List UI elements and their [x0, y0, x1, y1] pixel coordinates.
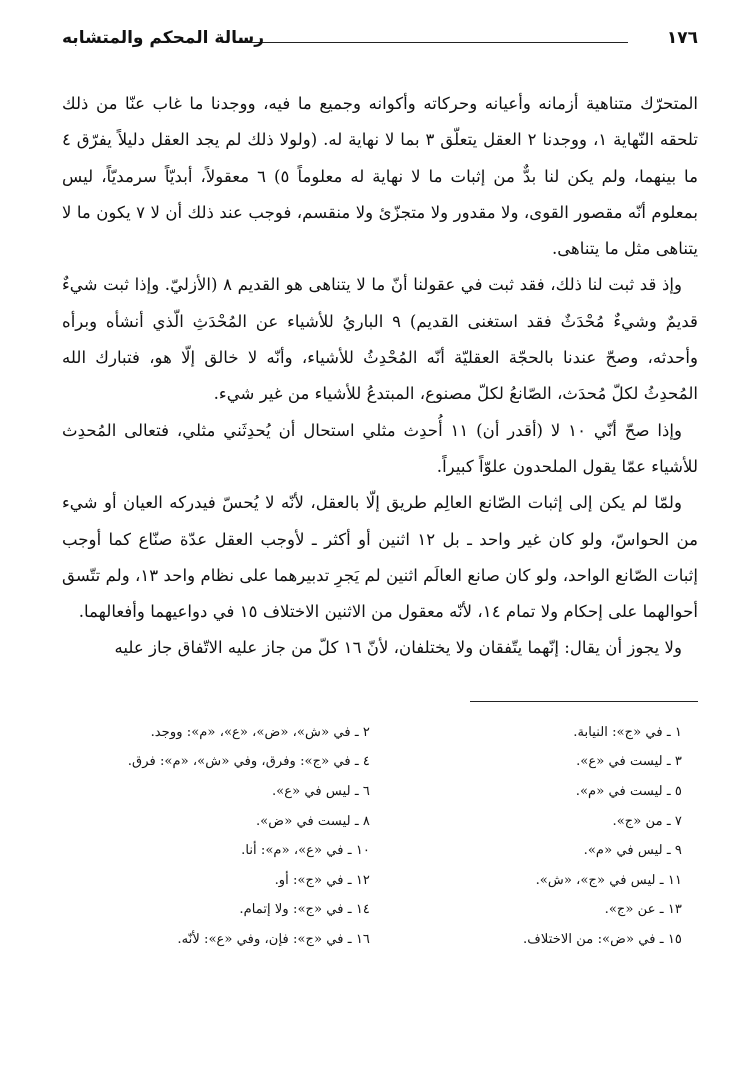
footnote: ٥ ـ ليست في «م».	[575, 783, 682, 799]
footnote: ٧ ـ من «ج».	[612, 813, 682, 829]
footnote: ٦ ـ ليس في «ع».	[271, 783, 370, 799]
footnote: ٢ ـ في «ش»، «ض»، «ع»، «م»: ووجد.	[150, 724, 370, 740]
footnote: ١٠ ـ في «ع»، «م»: أنا.	[241, 843, 370, 859]
footnote: ١١ ـ ليس في «ج»، «ش».	[535, 872, 682, 888]
running-header	[62, 22, 698, 58]
footnote: ١٦ ـ في «ج»: فإن، وفي «ع»: لأنّه.	[177, 931, 370, 947]
footnote: ٤ ـ في «ج»: وفرق، وفي «ش»، «م»: فرق.	[127, 754, 370, 770]
book-page	[62, 22, 698, 1062]
header-rule	[240, 42, 628, 43]
footnote: ١٢ ـ في «ج»: أو.	[274, 872, 370, 888]
footnote: ٣ ـ ليست في «ع».	[576, 754, 682, 770]
paragraph: وإذا صحّ أنّي ١٠ لا (أقدر أن) ١١ أُحدِث مثلي استحال أن يُحدِثَني مثلي، فتعالى المُحدِث للأشياء عمّا يقول الملحدون علوّاً كبيراً.	[62, 420, 698, 476]
paragraph: المتحرّك متناهية أزمانه وأعيانه وحركاته وأكوانه وجميع ما فيه، ووجدنا ما غاب عنّا من ذلك تلحقه النّهاية ١، ووجدنا ٢ العقل يتعلّق ٣ بما لا نهاية له. (ولولا ذلك لم يجد العقل دليلاً يفرّق ٤ ما بينهما، ولم يكن لنا بدٌّ من إثبات ما لا نهاية له معلوماً ٥) ٦ معقولاً، أبديّاً سرمديّاً، ليس بمعلوم أنّه مقصور القوى، ولا مقدور ولا متجزّئ ولا منقسم، فوجب عند ذلك أن لا ٧ يكون ما لا يتناهى مثل ما يتناهى.	[62, 94, 698, 259]
paragraph: ولمّا لم يكن إلى إثبات الصّانع العالِم طريق إلّا بالعقل، لأنّه لا يُحسّ فيدركه العيان أو شيء من الحواسّ، ولو كان غير واحد ـ بل ١٢ اثنين أو أكثر ـ لأوجب العقل عدّة صنّاع كما أوجب إثبات الصّانع الواحد، ولو كان صانع العالَم اثنين لم يَجرِ تدبيرهما على نظام واحد ١٣، ولم تتّسق أحوالهما على إحكام ولا تمام ١٤، لأنّه معقول من الاثنين الاختلاف ١٥ في دواعيهما وأفعالهما.	[62, 493, 698, 622]
footnote: ١٣ ـ عن «ج».	[604, 902, 682, 918]
footnote: ٨ ـ ليست في «ض».	[255, 813, 370, 829]
footnote: ٩ ـ ليس في «م».	[583, 843, 682, 859]
paragraph: وإذ قد ثبت لنا ذلك، فقد ثبت في عقولنا أنّ ما لا يتناهى هو القديم ٨ (الأزليّ. وإذا ثبت شيءٌ قديمٌ وشيءٌ مُحْدَثٌ فقد استغنى القديم) ٩ الباريُ للأشياء عن المُحْدَثِ الّذي أنشأه وبرأه وأحدثه، وصحّ عندنا بالحجّة العقليّة أنّه المُحْدِثُ للأشياء، وأنّه لا خالق إلّا هو، فتبارك الله المُحدِثُ لكلّ مُحدَث، الصّانعُ لكلّ مصنوع، المبتدعُ للأشياء من غير شيء.	[62, 275, 698, 404]
footnote: ١٤ ـ في «ج»: ولا إتمام.	[239, 902, 370, 918]
footnote-separator	[470, 701, 698, 702]
footnotes	[62, 718, 698, 955]
paragraph: ولا يجوز أن يقال: إنّهما يتّفقان ولا يختلفان، لأنّ ١٦ كلّ من جاز عليه الاتّفاق جاز عليه	[114, 638, 682, 658]
running-title: رسالة المحكم والمتشابه	[62, 28, 264, 48]
main-text	[62, 86, 698, 667]
page-number: ١٧٦	[666, 28, 698, 48]
footnote: ١ ـ في «ج»: النيابة.	[573, 724, 682, 740]
footnote: ١٥ ـ في «ض»: من الاختلاف.	[523, 931, 682, 947]
